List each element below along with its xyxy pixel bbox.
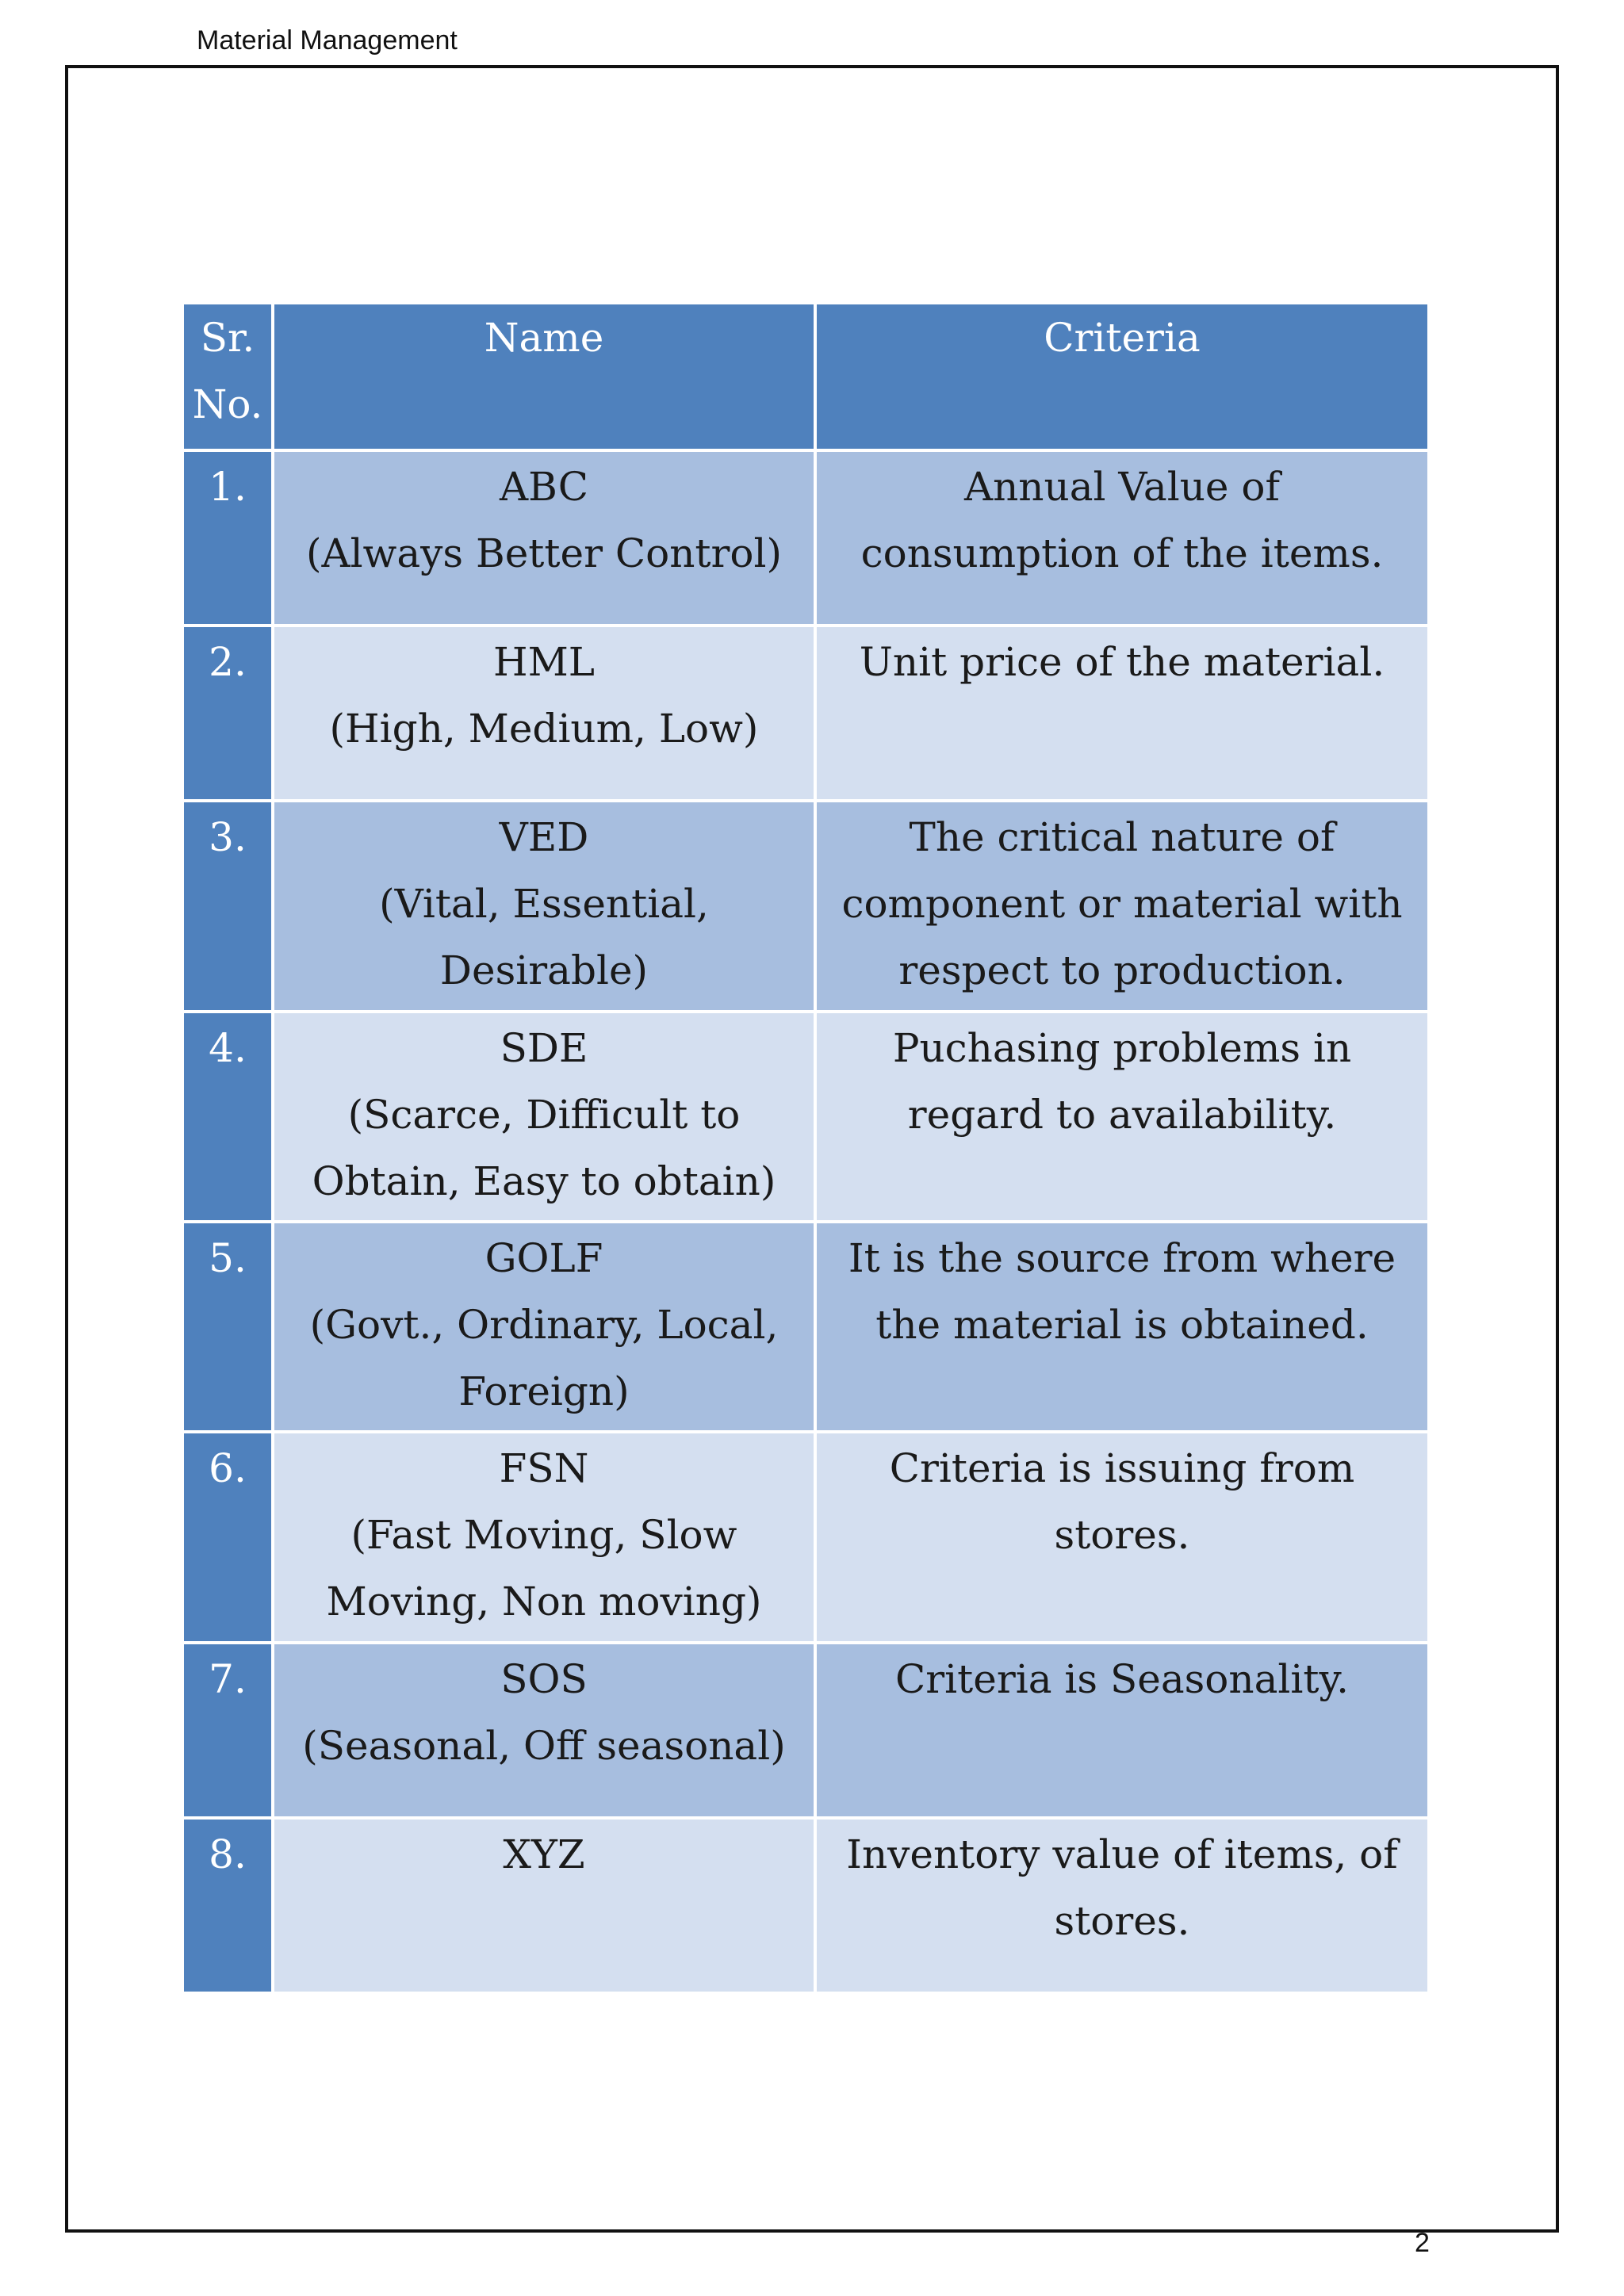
classification-expansion: (Vital, Essential, Desirable) — [379, 881, 709, 994]
criteria-cell: Inventory value of items, of stores. — [817, 1820, 1427, 1992]
header-sr-no — [184, 304, 271, 449]
classification-name: XYZ — [503, 1831, 585, 1877]
criteria-cell: Criteria is Seasonality. — [817, 1644, 1427, 1816]
classification-expansion: (Always Better Control) — [305, 530, 783, 576]
classification-expansion: (High, Medium, Low) — [329, 706, 759, 752]
header-sr-no-line: No. — [192, 381, 263, 427]
name-cell — [274, 1013, 814, 1220]
table-row — [184, 1644, 1427, 1816]
classification-name: VED — [499, 814, 589, 861]
classification-name: SDE — [500, 1024, 588, 1071]
classification-name: SOS — [500, 1655, 588, 1702]
criteria-cell: Annual Value of consumption of the items. — [817, 452, 1427, 624]
classification-expansion: (Scarce, Difficult to Obtain, Easy to obtain) — [312, 1091, 776, 1204]
criteria-cell: Criteria is issuing from stores. — [817, 1433, 1427, 1640]
header-sr-no-line: Sr. — [200, 315, 255, 361]
sr-number: 7. — [184, 1644, 271, 1816]
running-header: Material Management — [197, 25, 458, 55]
classification-table-container — [181, 301, 1431, 1995]
classification-table — [181, 301, 1431, 1995]
table-body — [184, 452, 1427, 1992]
name-cell — [274, 452, 814, 624]
header-criteria: Criteria — [817, 304, 1427, 449]
table-row — [184, 1013, 1427, 1220]
table-row — [184, 627, 1427, 799]
header-name: Name — [274, 304, 814, 449]
sr-number: 8. — [184, 1820, 271, 1992]
name-cell — [274, 802, 814, 1009]
name-cell — [274, 1433, 814, 1640]
sr-number: 3. — [184, 802, 271, 1009]
table-header-row — [184, 304, 1427, 449]
name-cell — [274, 627, 814, 799]
table-row — [184, 802, 1427, 1009]
criteria-cell: It is the source from where the material is obtained. — [817, 1223, 1427, 1430]
sr-number: 5. — [184, 1223, 271, 1430]
classification-expansion: (Govt., Ordinary, Local, Foreign) — [309, 1301, 779, 1414]
table-row — [184, 1433, 1427, 1640]
sr-number: 6. — [184, 1433, 271, 1640]
table-row — [184, 1223, 1427, 1430]
name-cell — [274, 1644, 814, 1816]
name-cell — [274, 1820, 814, 1992]
classification-name: HML — [492, 639, 595, 686]
sr-number: 4. — [184, 1013, 271, 1220]
classification-expansion: (Fast Moving, Slow Moving, Non moving) — [326, 1512, 762, 1625]
criteria-cell: The critical nature of component or material with respect to production. — [817, 802, 1427, 1009]
criteria-cell: Puchasing problems in regard to availability. — [817, 1013, 1427, 1220]
classification-name: ABC — [499, 464, 589, 510]
page-number: 2 — [1415, 2228, 1430, 2258]
criteria-cell: Unit price of the material. — [817, 627, 1427, 799]
table-row — [184, 452, 1427, 624]
classification-name: FSN — [499, 1445, 589, 1492]
classification-name: GOLF — [485, 1234, 603, 1281]
classification-expansion: (Seasonal, Off seasonal) — [302, 1722, 786, 1769]
sr-number: 2. — [184, 627, 271, 799]
name-cell — [274, 1223, 814, 1430]
table-row — [184, 1820, 1427, 1992]
sr-number: 1. — [184, 452, 271, 624]
